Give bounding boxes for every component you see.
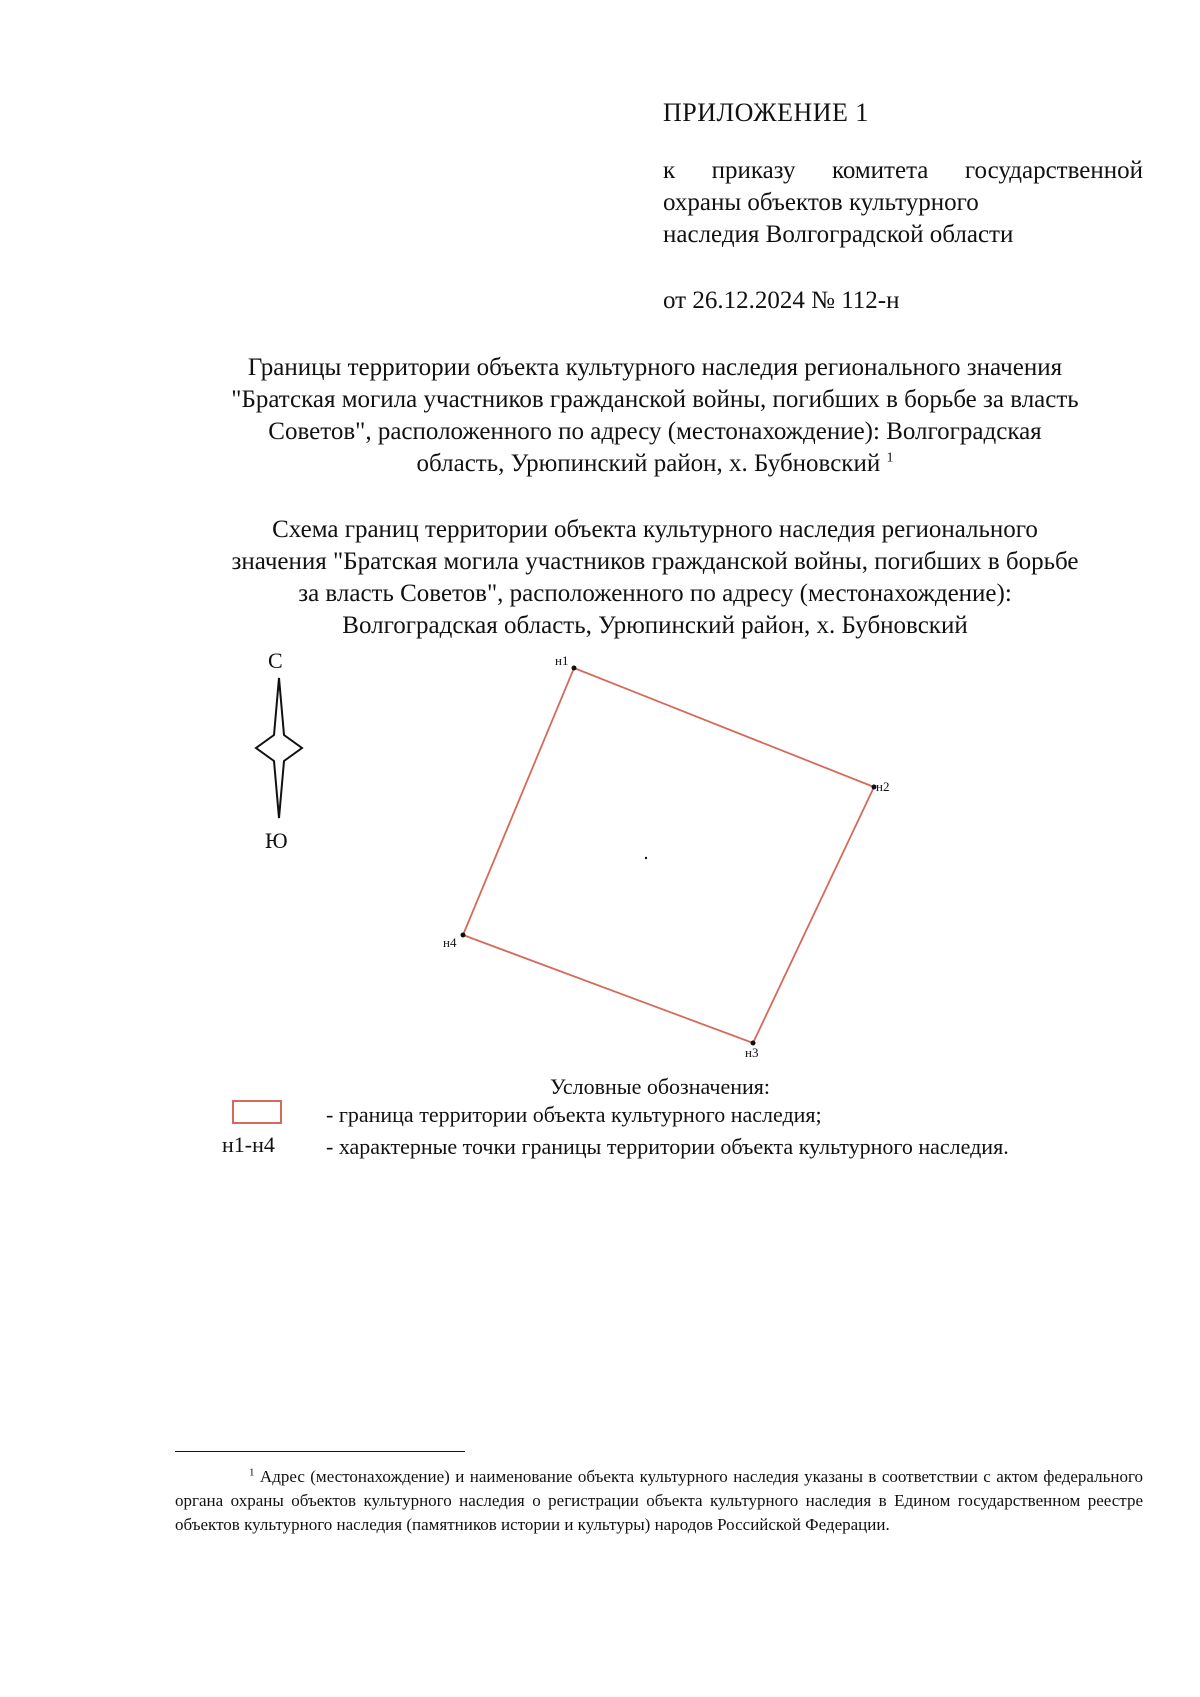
point-label-n4: н4	[443, 935, 457, 950]
compass-north-label: С	[268, 648, 283, 673]
scheme-heading-line: значения "Братская могила участников гражданской войны, погибших в борьбе	[231, 548, 1079, 575]
legend-points-text: - характерные точки границы территории объекта культурного наследия.	[326, 1134, 1009, 1159]
order-line-3: наследия Волгоградской области	[663, 221, 1014, 248]
appendix-title: ПРИЛОЖЕНИЕ 1	[663, 98, 869, 127]
legend-boundary-swatch	[232, 1100, 282, 1124]
legend-points-symbol: н1-н4	[222, 1132, 275, 1157]
heading-line: Границы территории объекта культурного наследия регионального значения	[247, 354, 1063, 381]
footnote-text: Адрес (местонахождение) и наименование объекта культурного наследия указаны в соответствии с актом федерального органа охраны объектов культурного наследия о регистрации объекта культурного наследия в Едином государственном реестре объектов культурного наследия (памятников истории и культуры) народов Российской Федерации.	[175, 1467, 1143, 1534]
point-label-n3: н3	[745, 1045, 759, 1060]
heading-line: область, Урюпинский район, х. Бубновский	[416, 450, 881, 477]
order-word: приказу	[711, 157, 796, 184]
scheme-heading-line: Волгоградская область, Урюпинский район, х. Бубновский	[342, 612, 968, 639]
point-label-n1: н1	[555, 653, 569, 668]
center-mark	[645, 857, 647, 859]
order-word: к	[663, 157, 676, 184]
footnote-separator	[175, 1451, 465, 1452]
boundary-point-n1	[572, 666, 577, 671]
heading-line: Советов", расположенного по адресу (местонахождение): Волгоградская	[268, 418, 1042, 445]
footnote-reference[interactable]: 1	[886, 450, 894, 466]
compass-icon	[256, 678, 302, 818]
order-date: от 26.12.2024 № 112-н	[663, 287, 900, 314]
footnote-mark: 1	[249, 1466, 255, 1479]
legend-boundary-text: - граница территории объекта культурного наследия;	[326, 1102, 822, 1127]
footnote	[175, 1465, 1143, 1537]
order-word: государственной	[964, 157, 1143, 184]
scheme-heading-line: Схема границ территории объекта культурного наследия регионального	[272, 516, 1038, 543]
boundary-polygon	[463, 668, 874, 1043]
heading-line: "Братская могила участников гражданской войны, погибших в борьбе за власть	[231, 386, 1079, 413]
scheme-heading-line: за власть Советов", расположенного по адресу (местонахождение):	[298, 580, 1012, 607]
point-label-n2: н2	[876, 779, 890, 794]
boundary-point-n4	[461, 933, 466, 938]
order-word: комитета	[831, 157, 929, 184]
compass-south-label: Ю	[265, 828, 288, 853]
order-line-2: охраны объектов культурного	[663, 189, 979, 216]
legend-title: Условные обозначения:	[549, 1074, 771, 1099]
